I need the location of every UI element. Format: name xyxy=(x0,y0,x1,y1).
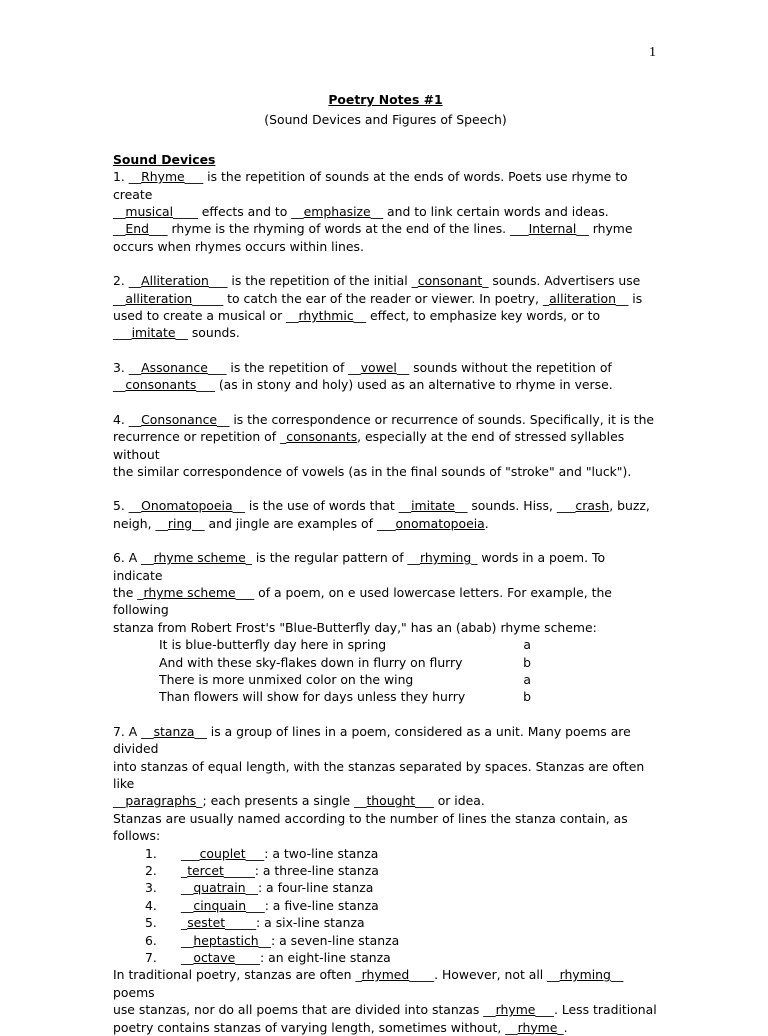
answer-emphasize: emphasize xyxy=(303,204,371,220)
answer-sestet: sestet xyxy=(187,915,226,931)
answer-rhyme: Rhyme xyxy=(141,169,185,185)
paragraph-line: 6. A __rhyme scheme_ is the regular pattern of __rhyming_ words in a poem. To indicate xyxy=(113,550,606,583)
paragraph-line: 7. A __stanza__ is a group of lines in a poem, considered as a unit. Many poems are divided xyxy=(113,723,631,757)
paragraph-line: neigh, __ring__ and jingle are examples of ___onomatopoeia. xyxy=(113,515,489,531)
paragraph-line: used to create a musical or __rhythmic__ effect, to emphasize key words, or to xyxy=(113,308,601,324)
paragraph-line: stanza from Robert Frost's "Blue-Butterfly day," has an (abab) rhyme scheme: xyxy=(113,619,597,635)
rhyme-letter: a xyxy=(523,637,531,653)
page-title: Poetry Notes #1 xyxy=(328,92,443,107)
answer-crash: crash xyxy=(575,498,610,514)
paragraph-line: use stanzas, nor do all poems that are divided into stanzas __rhyme___. Less traditional xyxy=(113,1002,657,1018)
paragraph-line: recurrence or repetition of _consonants, especially at the end of stressed syllables without xyxy=(113,429,625,462)
paragraph-6 xyxy=(113,549,658,706)
answer-rhyme: rhyme xyxy=(517,1019,558,1035)
paragraph-line: occurs when rhymes occurs within lines. xyxy=(113,238,364,254)
answer-tercet: tercet xyxy=(187,863,224,879)
list-item: 5. _sestet_____: a six-line stanza xyxy=(145,915,365,931)
rhyme-letter: a xyxy=(523,671,531,687)
poem-line: And with these sky-flakes down in flurry on flurry b xyxy=(159,654,531,670)
paragraph-line: __musical____ effects and to __emphasize__ and to link certain words and ideas. xyxy=(113,204,609,220)
answer-quatrain: quatrain xyxy=(193,880,246,896)
paragraph-line: ___imitate__ sounds. xyxy=(113,325,240,341)
poem-line: There is more unmixed color on the wing a xyxy=(159,671,531,687)
answer-rhyme-scheme: rhyme scheme xyxy=(143,584,236,600)
answer-consonants: consonants xyxy=(286,429,358,445)
paragraph-line: 4. __Consonance__ is the correspondence or recurrence of sounds. Specifically, it is the xyxy=(113,411,655,427)
paragraph-line: poetry contains stanzas of varying length, sometimes without, __rhyme_. xyxy=(113,1019,568,1035)
answer-imitate: imitate xyxy=(131,325,176,341)
page-number: 1 xyxy=(649,45,656,60)
paragraph-line: 1. __Rhyme___ is the repetition of sounds at the ends of words. Poets use rhyme to create xyxy=(113,169,628,202)
paragraph-3 xyxy=(113,359,658,394)
list-item: 7. __octave____: an eight-line stanza xyxy=(145,950,391,966)
answer-rhyming: rhyming xyxy=(559,967,611,983)
section-heading: Sound Devices xyxy=(113,151,216,167)
answer-couplet: couplet xyxy=(199,845,246,861)
answer-rhyme-scheme: rhyme scheme xyxy=(153,550,246,566)
paragraph-line: 5. __Onomatopoeia__ is the use of words that __imitate__ sounds. Hiss, ___crash, buzz, xyxy=(113,498,650,514)
paragraph-line: 3. __Assonance___ is the repetition of __vowel__ sounds without the repetition of xyxy=(113,359,612,375)
answer-onomatopoeia: Onomatopoeia xyxy=(141,498,233,514)
paragraph-line: 2. __Alliteration___ is the repetition of the initial _consonant_ sounds. Advertisers use xyxy=(113,273,641,289)
list-item: 3. __quatrain__: a four-line stanza xyxy=(145,880,374,896)
page-subtitle: (Sound Devices and Figures of Speech) xyxy=(264,112,507,128)
answer-cinquain: cinquain xyxy=(193,897,247,913)
answer-stanza: stanza xyxy=(153,723,195,739)
rhyme-letter: b xyxy=(523,654,531,670)
poem-line: It is blue-butterfly day here in spring a xyxy=(159,637,531,653)
paragraph-4 xyxy=(113,411,658,481)
answer-thought: thought xyxy=(366,793,416,809)
poem-excerpt xyxy=(159,636,531,706)
answer-consonance: Consonance xyxy=(141,411,218,427)
answer-rhymed: rhymed xyxy=(361,967,410,983)
answer-rhyming: rhyming xyxy=(419,550,472,566)
paragraph-line: into stanzas of equal length, with the stanzas separated by spaces. Stanzas are often like xyxy=(113,758,645,791)
poem-line: Than flowers will show for days unless they hurry b xyxy=(159,689,531,705)
answer-musical: musical xyxy=(125,204,174,220)
answer-consonant: consonant xyxy=(417,273,483,289)
answer-onomatopoeia: onomatopoeia xyxy=(395,515,485,531)
paragraph-line: __alliteration_____ to catch the ear of the reader or viewer. In poetry, _alliteration__ is xyxy=(113,290,643,306)
answer-imitate: imitate xyxy=(411,498,455,514)
paragraph-line: __End___ rhyme is the rhyming of words at the end of the lines. ___Internal__ rhyme xyxy=(113,221,633,237)
answer-rhyme: rhyme xyxy=(495,1002,536,1018)
stanza-types-list xyxy=(113,845,658,967)
paragraph-1 xyxy=(113,168,658,255)
list-item: 2. _tercet_____: a three-line stanza xyxy=(145,863,379,879)
paragraph-7 xyxy=(113,723,658,1036)
paragraph-line: __consonants___ (as in stony and holy) used as an alternative to rhyme in verse. xyxy=(113,377,613,393)
answer-consonants: consonants xyxy=(125,377,197,393)
document-page xyxy=(113,91,658,1036)
paragraph-2 xyxy=(113,272,658,342)
paragraph-line: the _rhyme scheme___ of a poem, on e used lowercase letters. For example, the following xyxy=(113,584,612,618)
list-item: 1. ___couplet___: a two-line stanza xyxy=(145,845,379,861)
answer-ring: ring xyxy=(167,515,193,531)
answer-assonance: Assonance xyxy=(141,359,208,375)
answer-end: End xyxy=(125,221,149,237)
paragraph-line: In traditional poetry, stanzas are often _rhymed____. However, not all __rhyming__ poems xyxy=(113,967,624,1000)
answer-vowel: vowel xyxy=(360,359,397,375)
answer-alliteration: alliteration xyxy=(125,290,193,306)
answer-alliteration: Alliteration xyxy=(141,273,209,289)
answer-rhythmic: rhythmic xyxy=(298,308,354,324)
paragraph-5 xyxy=(113,497,658,532)
paragraph-line: the similar correspondence of vowels (as in the final sounds of "stroke" and "luck"). xyxy=(113,463,632,479)
answer-heptastich: heptastich xyxy=(193,932,259,948)
answer-paragraphs: paragraphs xyxy=(125,793,197,809)
answer-octave: octave xyxy=(193,950,236,966)
rhyme-letter: b xyxy=(523,689,531,705)
paragraph-line: Stanzas are usually named according to the number of lines the stanza contain, as follows: xyxy=(113,810,628,844)
answer-internal: Internal xyxy=(528,221,577,237)
answer-alliteration: alliteration xyxy=(549,290,616,306)
list-item: 4. __cinquain___: a five-line stanza xyxy=(145,897,379,913)
paragraph-line: __paragraphs_; each presents a single __thought___ or idea. xyxy=(113,793,485,809)
list-item: 6. __heptastich__: a seven-line stanza xyxy=(145,932,400,948)
